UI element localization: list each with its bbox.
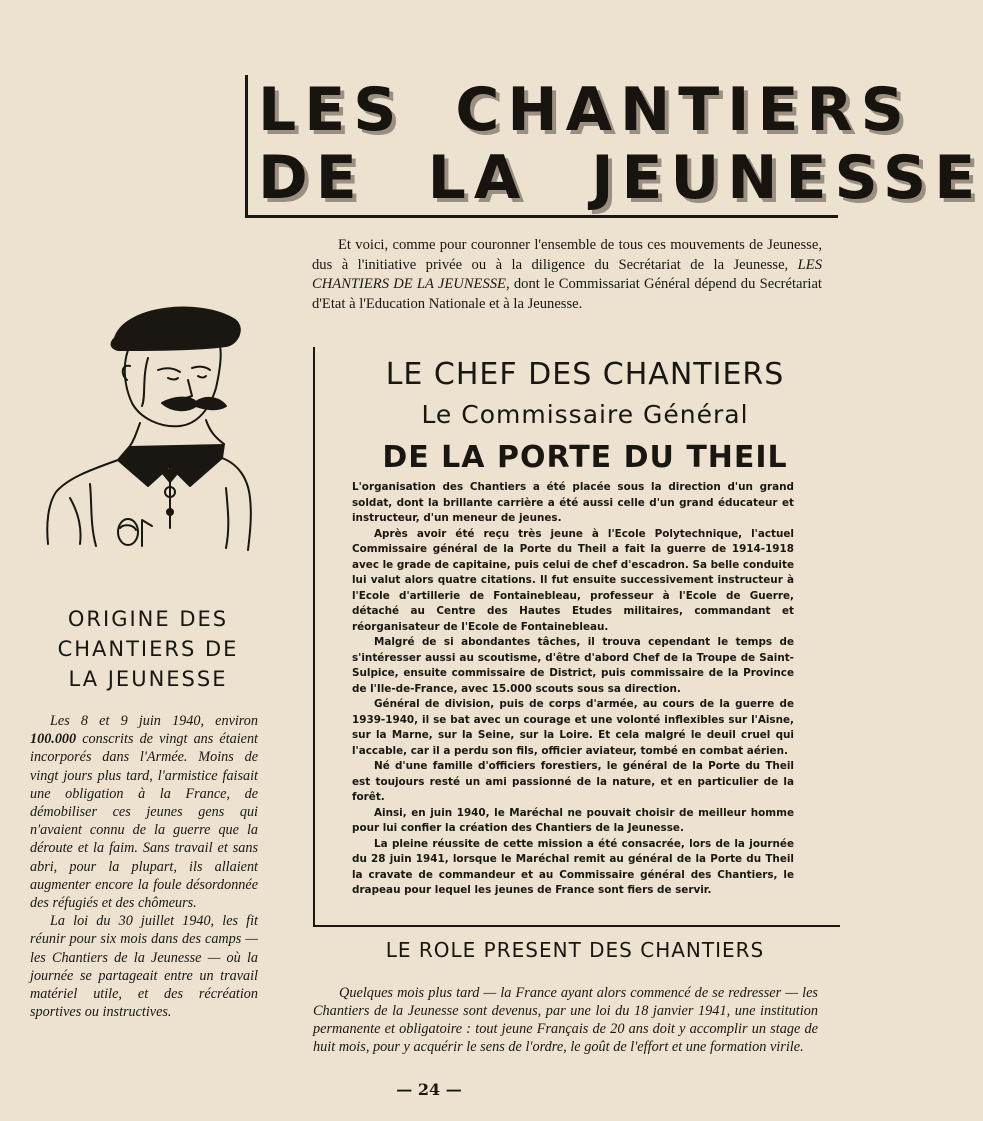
- page-number: — 24 —: [396, 1080, 462, 1099]
- chef-subtitle: Le Commissaire Général: [421, 400, 749, 429]
- chef-paragraph: L'organisation des Chantiers a été placée sous la direction d'un grand soldat, dont la brillante carrière a été aussi celle d'un grand éducateur et instructeur, d'un meneur de jeunes.: [352, 481, 794, 524]
- intro-emphasis: LES CHANTIERS DE LA JEUNESSE,: [312, 256, 822, 292]
- masthead-line-2: DE LA JEUNESSE: [258, 143, 983, 213]
- origine-text-b: conscrits de vingt ans étaient incorporés dans l'Armée. Moins de vingt jours plus tard, l'armistice faisait une obligation à la France, de démobiliser ces jeunes gens qui n'avaient connu de la guerre que la déroute et la faim. Sans travail et sans abri, pour la plupart, ils allaient augmenter encore la foule désordonnée des réfugiés et des chômeurs.: [30, 731, 259, 912]
- chef-title: LE CHEF DES CHANTIERS: [385, 357, 785, 392]
- chef-paragraph: Né d'une famille d'officiers forestiers, le général de la Porte du Theil est toujours resté un ami passionné de la nature, et en particulier de la forêt.: [352, 760, 794, 803]
- origine-title-line-3: LA JEUNESSE: [68, 667, 228, 691]
- origine-article: [30, 712, 258, 1021]
- chef-paragraph: Général de division, puis de corps d'armée, au cours de la guerre de 1939-1940, il se bat avec un courage et une volonté inflexibles sur l'Aisne, sur la Marne, sur la Seine, sur la Loire. Et cela malgré le deuil cruel qui l'accable, car il a perdu son fils, officier aviateur, tombé en combat aérien.: [352, 698, 794, 757]
- masthead: [245, 75, 983, 218]
- origine-strong-number: 100.000: [30, 731, 77, 748]
- chef-paragraph: Après avoir été reçu très jeune à l'Ecole Polytechnique, l'actuel Commissaire général de la Porte du Theil a fait la guerre de 1914-1918 avec le grade de capitaine, puis celui de chef d'escadron. Sa belle conduite lui valut alors quatre citations. Il fut ensuite successivement instructeur à l'Ecole d'artillerie de Fontainebleau, professeur à l'Ecole de Guerre, détaché au Centre des Hautes Etudes militaires, commandant et réorganisateur de l'Ecole de Fontainebleau.: [352, 527, 794, 633]
- origine-title: [28, 604, 268, 694]
- intro-text-2: dont le Commissariat Général dépend du Secrétariat d'Etat à l'Education Nationale et à la Jeunesse.: [312, 276, 822, 312]
- role-title: LE ROLE PRESENT DES CHANTIERS: [385, 938, 765, 962]
- chef-name: DE LA PORTE DU THEIL: [382, 440, 788, 475]
- origine-text-a: Les 8 et 9 juin 1940, environ: [50, 713, 258, 729]
- chef-paragraph: Malgré de si abondantes tâches, il trouva cependant le temps de s'intéresser aussi au scoutisme, d'être d'abord Chef de la Troupe de Saint-Sulpice, ensuite commissaire de District, puis commissaire de la Province de l'Ile-de-France, avec 15.000 scouts sous sa direction.: [352, 636, 794, 695]
- chef-article: [352, 480, 794, 899]
- masthead-line-1: LES CHANTIERS: [258, 75, 912, 145]
- intro-text-1: Et voici, comme pour couronner l'ensemble de tous ces mouvements de Jeunesse, dus à l'initiative privée ou à la diligence du Secrétariat de la Jeunesse,: [312, 237, 822, 273]
- chef-paragraph: Ainsi, en juin 1940, le Maréchal ne pouvait choisir de meilleur homme pour lui confier la création des Chantiers de la Jeunesse.: [352, 806, 794, 834]
- chef-paragraph: La pleine réussite de cette mission a été consacrée, lors de la journée du 28 juin 1941, lorsque le Maréchal remit au général de la Porte du Theil la cravate de commandeur et au Commissaire général des Chantiers, le drapeau pour lequel les jeunes de France sont fiers de servir.: [352, 837, 794, 896]
- role-paragraph: Quelques mois plus tard — la France ayant alors commencé de se redresser — les Chantiers de la Jeunesse sont devenus, par une loi du 18 janvier 1941, une institution permanente et obligatoire : tout jeune Français de 20 ans doit y accomplir un stage de huit mois, pour y acquérir le sens de l'ordre, le goût de l'effort et une formation virile.: [313, 985, 818, 1055]
- origine-paragraph: La loi du 30 juillet 1940, les fit réunir pour six mois dans des camps — les Chantiers de la Jeunesse — où la journée se partageait entre un travail matériel utile, et des récréation sportives ou instructives.: [30, 913, 258, 1021]
- origine-title-line-1: ORIGINE DES: [67, 607, 229, 631]
- origine-title-line-2: CHANTIERS DE: [57, 637, 239, 661]
- origine-paragraph: [30, 712, 258, 912]
- portrait-sketch-icon: [30, 288, 260, 558]
- intro-paragraph: [312, 236, 822, 314]
